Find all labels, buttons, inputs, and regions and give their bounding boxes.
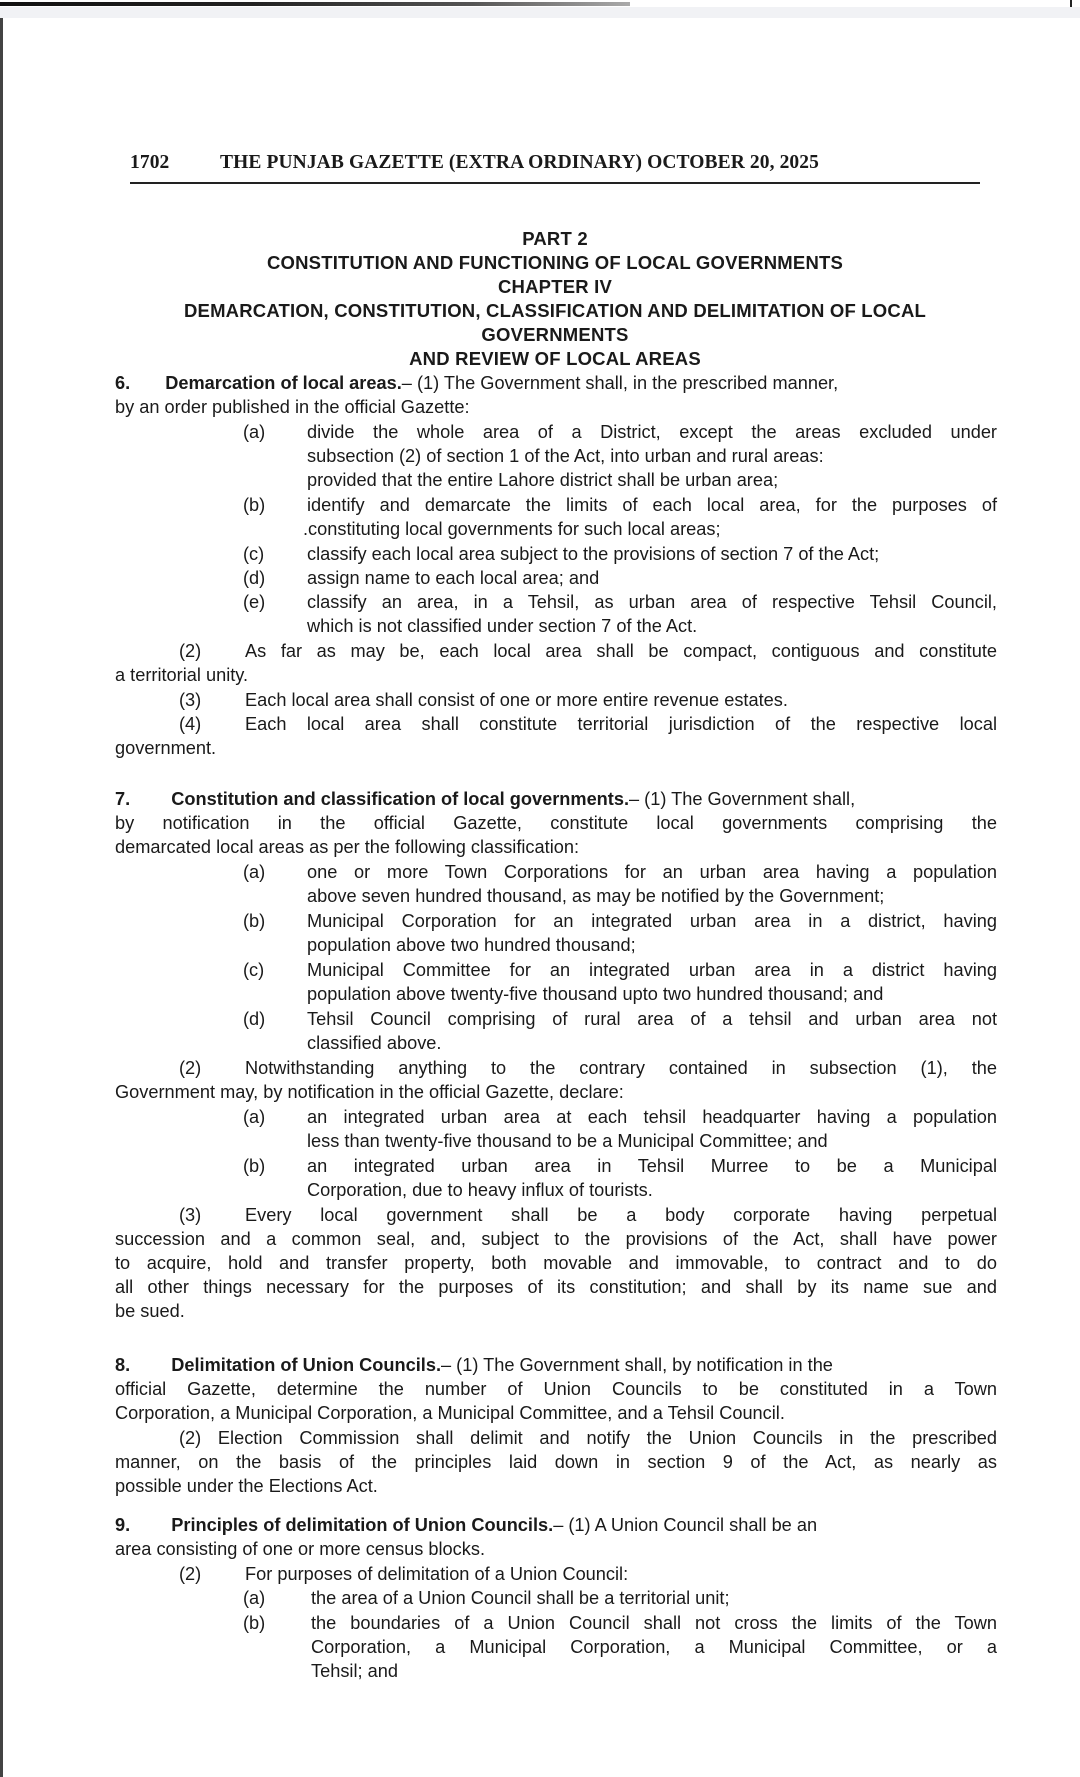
clause-mark: (d)	[243, 1009, 266, 1029]
clause-text: classify an area, in a Tehsil, as urban area of respective Tehsil Council,	[307, 592, 997, 612]
chapter-heading: CHAPTER IV	[497, 276, 613, 297]
clause-text: Tehsil; and	[311, 1661, 398, 1681]
section-7-intro-line-2: by notification in the official Gazette, constitute local governments comprising the	[115, 813, 997, 833]
chapter-title-line-3: AND REVIEW OF LOCAL AREAS	[409, 348, 701, 369]
subsection-mark: (2)	[179, 1058, 202, 1078]
clause-text: an integrated urban area at each tehsil headquarter having a population	[307, 1107, 997, 1127]
viewer-top-strip	[0, 7, 1080, 18]
subsection-text: be sued.	[115, 1301, 185, 1321]
part-heading: PART 2	[522, 228, 588, 249]
section-8-intro	[115, 1353, 833, 1377]
clause-text: assign name to each local area; and	[307, 568, 600, 588]
clause-text: classified above.	[307, 1033, 442, 1053]
clause-text: which is not classified under section 7 of the Act.	[307, 616, 698, 636]
section-intro-text: – (1) A Union Council shall be an	[553, 1515, 818, 1535]
chapter-title-line-2: GOVERNMENTS	[481, 324, 629, 345]
clause-text: subsection (2) of section 1 of the Act, into urban and rural areas:	[307, 446, 824, 466]
clause-text: population above twenty-five thousand upto two hundred thousand; and	[307, 984, 884, 1004]
chapter-title-line-1: DEMARCATION, CONSTITUTION, CLASSIFICATION AND DELIMITATION OF LOCAL	[183, 300, 927, 321]
subsection-text: Government may, by notification in the official Gazette, declare:	[115, 1082, 624, 1102]
subsection-text: to acquire, hold and transfer property, both movable and immovable, to contract and to do	[115, 1253, 997, 1273]
clause-text: Corporation, due to heavy influx of tourists.	[307, 1180, 653, 1200]
clause-text: Municipal Corporation for an integrated urban area in a district, having	[307, 911, 997, 931]
subsection-mark: (3)	[179, 1205, 202, 1225]
page-number: 1702	[130, 152, 170, 173]
subsection-text: As far as may be, each local area shall be compact, contiguous and constitute	[245, 641, 997, 661]
clause-text: Tehsil Council comprising of rural area of a tehsil and urban area not	[307, 1009, 997, 1029]
section-title: Principles of delimitation of Union Councils.	[171, 1515, 554, 1535]
section-number: 6.	[115, 373, 131, 393]
clause-text: an integrated urban area in Tehsil Murree to be a Municipal	[307, 1156, 997, 1176]
subsection-text: (2) Election Commission shall delimit and notify the Union Councils in the prescribed	[179, 1428, 997, 1448]
section-number: 8.	[115, 1355, 131, 1375]
subsection-mark: (4)	[179, 714, 202, 734]
clause-text: the area of a Union Council shall be a territorial unit;	[311, 1588, 730, 1608]
clause-text: Municipal Committee for an integrated urban area in a district having	[307, 960, 997, 980]
subsection-mark: (2)	[179, 1564, 202, 1584]
subsection-text: all other things necessary for the purposes of its constitution; and shall by its name sue and	[115, 1277, 997, 1297]
clause-text: above seven hundred thousand, as may be notified by the Government;	[307, 886, 885, 906]
section-number: 9.	[115, 1515, 131, 1535]
clause-text: less than twenty-five thousand to be a Municipal Committee; and	[307, 1131, 828, 1151]
subsection-text: Notwithstanding anything to the contrary contained in subsection (1), the	[245, 1058, 997, 1078]
header-rule	[130, 182, 980, 184]
clause-mark: (a)	[243, 422, 266, 442]
section-7-intro	[115, 787, 855, 811]
clause-mark: (b)	[243, 495, 266, 515]
clause-mark: (b)	[243, 911, 266, 931]
subsection-text: a territorial unity.	[115, 665, 249, 685]
section-9-intro	[115, 1513, 817, 1537]
subsection-mark: (3)	[179, 690, 202, 710]
clause-mark: (c)	[243, 960, 265, 980]
gazette-title: THE PUNJAB GAZETTE (EXTRA ORDINARY) OCTOBER 20, 2025	[220, 152, 819, 173]
subsection-text: possible under the Elections Act.	[115, 1476, 378, 1496]
subsection-text: succession and a common seal, and, subject to the provisions of the Act, shall have power	[115, 1229, 997, 1249]
clause-text: identify and demarcate the limits of each local area, for the purposes of	[307, 495, 997, 515]
clause-mark: (c)	[243, 544, 265, 564]
section-7-intro-line-3: demarcated local areas as per the following classification:	[115, 837, 580, 857]
subsection-text: manner, on the basis of the principles laid down in section 9 of the Act, as nearly as	[115, 1452, 997, 1472]
subsection-text: Every local government shall be a body corporate having perpetual	[245, 1205, 997, 1225]
clause-mark: (a)	[243, 1588, 266, 1608]
section-intro-text: – (1) The Government shall,	[629, 789, 856, 809]
clause-text: divide the whole area of a District, except the areas excluded under	[307, 422, 997, 442]
subsection-text: For purposes of delimitation of a Union Council:	[245, 1564, 629, 1584]
scan-ink-streak	[0, 2, 630, 6]
clause-mark: (b)	[243, 1156, 266, 1176]
section-title: Constitution and classification of local governments.	[171, 789, 630, 809]
section-intro-text: – (1) The Government shall, by notification in the	[441, 1355, 833, 1375]
section-number: 7.	[115, 789, 131, 809]
clause-text: Corporation, a Municipal Corporation, a Municipal Committee, or a	[311, 1637, 997, 1657]
section-8-intro-line-3: Corporation, a Municipal Corporation, a Municipal Committee, and a Tehsil Council.	[115, 1403, 785, 1423]
scan-left-edge	[0, 18, 3, 1777]
clause-text: population above two hundred thousand;	[307, 935, 636, 955]
section-title: Delimitation of Union Councils.	[171, 1355, 442, 1375]
section-intro-text: – (1) The Government shall, in the prescribed manner,	[401, 373, 839, 393]
clause-text: provided that the entire Lahore district shall be urban area;	[307, 470, 779, 490]
clause-mark: (a)	[243, 862, 266, 882]
subsection-text: Each local area shall consist of one or more entire revenue estates.	[245, 690, 788, 710]
clause-text: the boundaries of a Union Council shall not cross the limits of the Town	[311, 1613, 997, 1633]
section-9-intro-line-2: area consisting of one or more census blocks.	[115, 1539, 486, 1559]
subsection-text: Each local area shall constitute territorial jurisdiction of the respective local	[245, 714, 997, 734]
scan-top-edge	[0, 0, 1080, 7]
clause-text: .constituting local governments for such local areas;	[303, 519, 721, 539]
clause-mark: (b)	[243, 1613, 266, 1633]
clause-text: one or more Town Corporations for an urban area having a population	[307, 862, 997, 882]
section-title: Demarcation of local areas.	[165, 373, 402, 393]
subsection-mark: (2)	[179, 641, 202, 661]
clause-mark: (e)	[243, 592, 266, 612]
clause-text: classify each local area subject to the provisions of section 7 of the Act;	[307, 544, 880, 564]
section-6-intro-line-2: by an order published in the official Gazette:	[115, 397, 470, 417]
part-title: CONSTITUTION AND FUNCTIONING OF LOCAL GOVERNMENTS	[266, 252, 844, 273]
subsection-text: government.	[115, 738, 217, 758]
section-6-intro	[115, 371, 1000, 395]
clause-mark: (a)	[243, 1107, 266, 1127]
clause-mark: (d)	[243, 568, 266, 588]
section-8-intro-line-2: official Gazette, determine the number of Union Councils to be constituted in a Town	[115, 1379, 997, 1399]
